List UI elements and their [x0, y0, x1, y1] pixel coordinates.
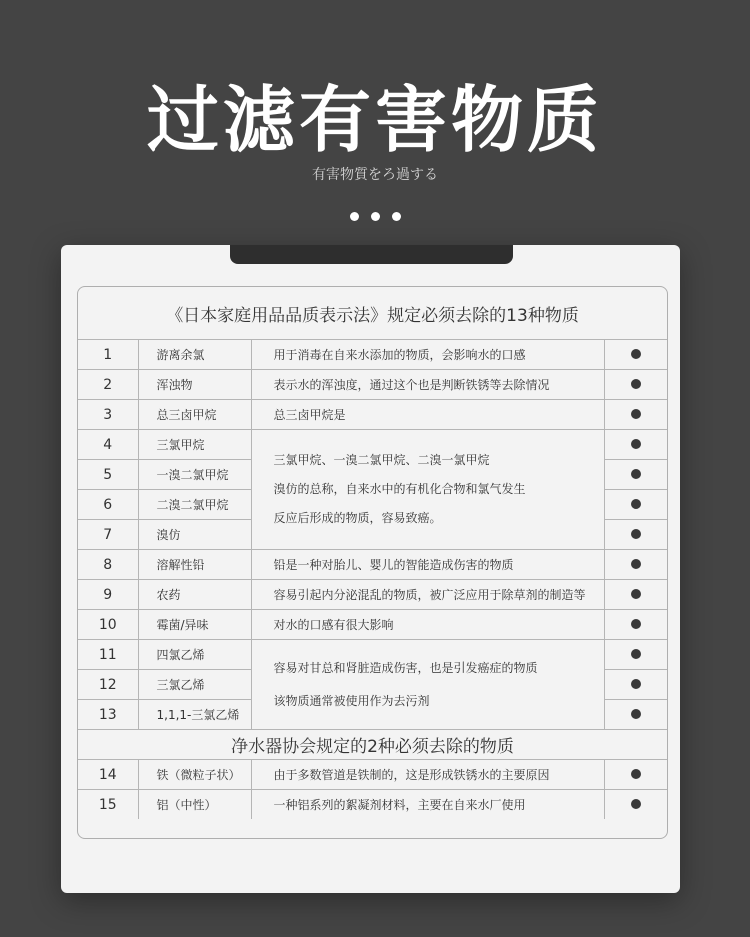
- substance-name: 霉菌/异味: [138, 610, 251, 640]
- bullet-icon: [631, 619, 641, 629]
- bullet-icon: [631, 469, 641, 479]
- required-mark: [604, 790, 667, 820]
- required-mark: [604, 700, 667, 730]
- substance-name: 二溴二氯甲烷: [138, 490, 251, 520]
- group-description-line: 容易对甘总和肾脏造成伤害，也是引发癌症的物质: [273, 660, 538, 675]
- row-number: 2: [78, 370, 138, 400]
- group-description-line: 反应后形成的物质，容易致癌。: [273, 511, 442, 525]
- required-mark: [604, 550, 667, 580]
- substance-name: 三氯甲烷: [138, 430, 251, 460]
- substance-name: 1,1,1-三氯乙烯: [138, 700, 251, 730]
- table-row: [78, 430, 667, 460]
- substance-name: 一溴二氯甲烷: [138, 460, 251, 490]
- bullet-icon: [631, 649, 641, 659]
- substance-name: 三氯乙烯: [138, 670, 251, 700]
- dot-icon: [371, 212, 380, 221]
- required-mark: [604, 460, 667, 490]
- group-description-line: 溴仿的总称，自来水中的有机化合物和氯气发生: [273, 482, 526, 496]
- required-mark: [604, 370, 667, 400]
- bullet-icon: [631, 799, 641, 809]
- dot-icon: [392, 212, 401, 221]
- substance-name: 农药: [138, 580, 251, 610]
- table-row: [78, 370, 667, 400]
- table-row: [78, 580, 667, 610]
- required-mark: [604, 520, 667, 550]
- bullet-icon: [631, 709, 641, 719]
- group-description-line: 三氯甲烷、一溴二氯甲烷、二溴一氯甲烷: [273, 453, 490, 467]
- required-mark: [604, 670, 667, 700]
- bullet-icon: [631, 409, 641, 419]
- required-mark: [604, 760, 667, 790]
- row-number: 11: [78, 640, 138, 670]
- substance-name: 溶解性铅: [138, 550, 251, 580]
- row-number: 14: [78, 760, 138, 790]
- required-mark: [604, 640, 667, 670]
- table-row: [78, 550, 667, 580]
- row-number: 15: [78, 790, 138, 820]
- substance-name: 四氯乙烯: [138, 640, 251, 670]
- substance-name: 铁（微粒子状）: [138, 760, 251, 790]
- group-description-line: 该物质通常被使用作为去污剂: [273, 693, 430, 708]
- substance-description: 铅是一种对胎儿、婴儿的智能造成伤害的物质: [251, 550, 604, 580]
- table-heading: 《日本家庭用品品质表示法》规定必须去除的13种物质: [78, 287, 667, 340]
- row-number: 13: [78, 700, 138, 730]
- page-title: 过滤有害物质: [146, 78, 603, 162]
- bullet-icon: [631, 589, 641, 599]
- table-row: [78, 340, 667, 370]
- required-mark: [604, 340, 667, 370]
- bullet-icon: [631, 379, 641, 389]
- table-subheading: 净水器协会规定的2种必须去除的物质: [78, 730, 667, 760]
- substance-name: 总三卤甲烷: [138, 400, 251, 430]
- substance-description: 用于消毒在自来水添加的物质，会影响水的口感: [251, 340, 604, 370]
- card-tab: [230, 245, 513, 264]
- required-mark: [604, 430, 667, 460]
- substance-name: 游离余氯: [138, 340, 251, 370]
- substance-name: 浑浊物: [138, 370, 251, 400]
- bullet-icon: [631, 679, 641, 689]
- bullet-icon: [631, 559, 641, 569]
- row-number: 10: [78, 610, 138, 640]
- required-mark: [604, 580, 667, 610]
- table-row: [78, 760, 667, 790]
- substance-description: 总三卤甲烷是: [251, 400, 604, 430]
- row-number: 7: [78, 520, 138, 550]
- row-number: 5: [78, 460, 138, 490]
- table-row: [78, 400, 667, 430]
- substance-description: 容易引起内分泌混乱的物质，被广泛应用于除草剂的制造等: [251, 580, 604, 610]
- row-number: 8: [78, 550, 138, 580]
- table-row: [78, 790, 667, 820]
- row-number: 6: [78, 490, 138, 520]
- required-mark: [604, 610, 667, 640]
- bullet-icon: [631, 499, 641, 509]
- row-number: 9: [78, 580, 138, 610]
- dot-icon: [350, 212, 359, 221]
- row-number: 3: [78, 400, 138, 430]
- required-mark: [604, 400, 667, 430]
- group-description: [251, 640, 604, 730]
- table-row: [78, 640, 667, 670]
- row-number: 4: [78, 430, 138, 460]
- substance-name: 溴仿: [138, 520, 251, 550]
- group-description: [251, 430, 604, 550]
- bullet-icon: [631, 349, 641, 359]
- row-number: 1: [78, 340, 138, 370]
- substance-description: 对水的口感有很大影响: [251, 610, 604, 640]
- page-subtitle: 有害物質をろ過する: [312, 167, 438, 183]
- substance-description: 由于多数管道是铁制的，这是形成铁锈水的主要原因: [251, 760, 604, 790]
- bullet-icon: [631, 439, 641, 449]
- required-mark: [604, 490, 667, 520]
- table-row: [78, 610, 667, 640]
- dots-indicator: [0, 206, 750, 225]
- substance-description: 表示水的浑浊度，通过这个也是判断铁锈等去除情况: [251, 370, 604, 400]
- substance-table: [77, 286, 668, 839]
- substance-description: 一种铝系列的絮凝剂材料，主要在自来水厂使用: [251, 790, 604, 820]
- bullet-icon: [631, 529, 641, 539]
- row-number: 12: [78, 670, 138, 700]
- bullet-icon: [631, 769, 641, 779]
- substance-name: 铝（中性）: [138, 790, 251, 820]
